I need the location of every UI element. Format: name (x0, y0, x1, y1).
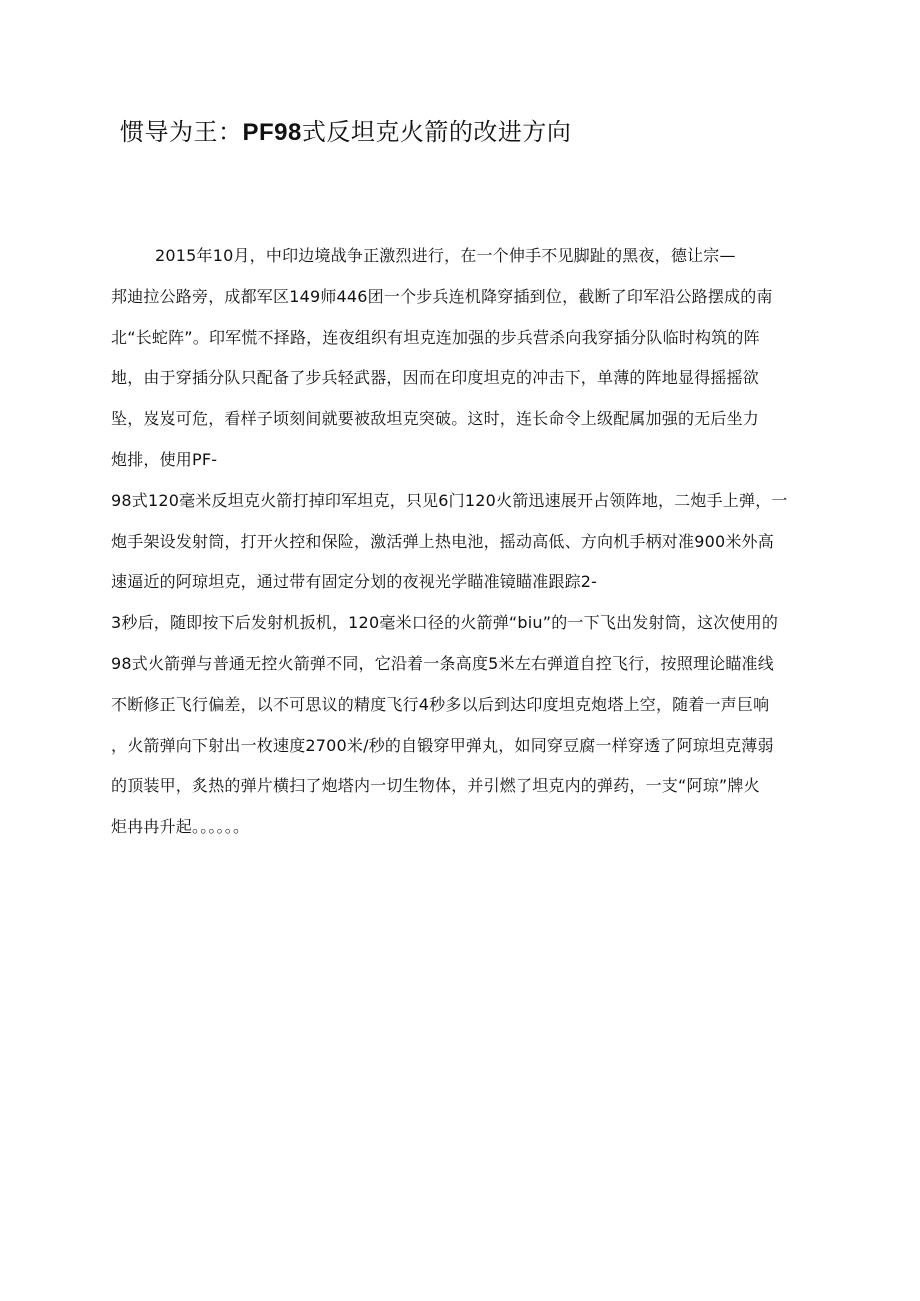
body-line: 坠，岌岌可危，看样子顷刻间就要被敌坦克突破。这时，连长命令上级配属加强的无后坐力 (111, 409, 760, 429)
body-line: 98式120毫米反坦克火箭打掉印军坦克，只见6门120火箭迅速展开占领阵地，二炮手上弹，一 (111, 490, 788, 510)
body-line: 地，由于穿插分队只配备了步兵轻武器，因而在印度坦克的冲击下，单薄的阵地显得摇摇欲 (111, 368, 760, 388)
body-line: 速逼近的阿琼坦克，通过带有固定分划的夜视光学瞄准镜瞄准跟踪2- (111, 572, 598, 592)
body-line: 炮手架设发射筒，打开火控和保险，激活弹上热电池，摇动高低、方向机手柄对准900米外高 (111, 531, 774, 551)
body-line: ，火箭弹向下射出一枚速度2700米/秒的自锻穿甲弹丸，如同穿豆腐一样穿透了阿琼坦克薄弱 (111, 735, 774, 755)
body-line: 3秒后，随即按下后发射机扳机，120毫米口径的火箭弹“biu”的一下飞出发射筒，这次使用的 (111, 613, 779, 633)
article-body (111, 240, 821, 852)
body-line: 不断修正飞行偏差，以不可思议的精度飞行4秒多以后到达印度坦克炮塔上空，随着一声巨响 (111, 694, 770, 714)
body-line: 2015年10月，中印边境战争正激烈进行，在一个伸手不见脚趾的黑夜，德让宗— (155, 246, 736, 265)
document-title (120, 112, 571, 147)
body-line: 炮排，使用PF- (111, 449, 218, 469)
body-line: 北“长蛇阵”。印军慌不择路，连夜组织有坦克连加强的步兵营杀向我穿插分队临时构筑的阵 (111, 327, 760, 347)
body-line: 炬冉冉升起。。。。。。 (111, 817, 250, 837)
body-line: 的顶装甲，炙热的弹片横扫了炮塔内一切生物体，并引燃了坦克内的弹药，一支“阿琼”牌火 (111, 776, 760, 796)
body-line: 98式火箭弹与普通无控火箭弹不同，它沿着一条高度5米左右弹道自控飞行，按照理论瞄准线 (111, 653, 774, 673)
title-model: PF98 (242, 119, 302, 146)
title-prefix: 惯导为王： (120, 118, 243, 146)
title-suffix: 式反坦克火箭的改进方向 (301, 118, 572, 146)
body-line: 邦迪拉公路旁，成都军区149师446团一个步兵连机降穿插到位，截断了印军沿公路摆成的南 (111, 286, 773, 306)
